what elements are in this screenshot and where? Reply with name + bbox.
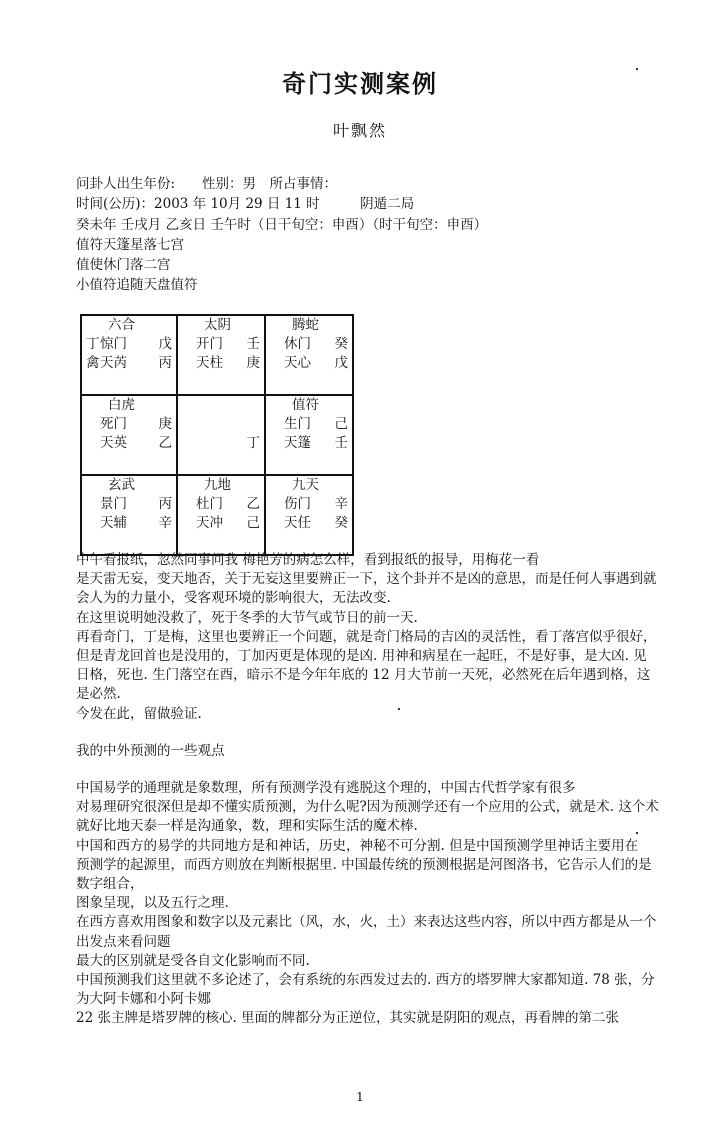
palace-deity: 玄武	[108, 477, 135, 493]
palace-stem-right: 癸	[334, 336, 348, 352]
paragraph: 22 张主牌是塔罗牌的核心. 里面的牌都分为正逆位，其实就是阴阳的观点，再看牌的第二张	[76, 1010, 620, 1027]
palace-cell	[81, 395, 177, 475]
palace-cell	[177, 395, 265, 475]
palace-deity: 值符	[292, 397, 319, 413]
paragraph: 中午看报纸，忽然同事问我 梅艳芳的病怎么样，看到报纸的报导，用梅花一看	[76, 552, 540, 568]
palace-stem-right: 辛	[334, 496, 348, 512]
palace-content	[178, 396, 264, 474]
palace-star: 天心	[284, 355, 311, 371]
palace-star: 天芮	[100, 355, 127, 371]
palace-star-row	[82, 434, 176, 453]
palace-deity: 腾蛇	[292, 317, 319, 333]
palace-content	[178, 316, 264, 394]
palace-stem-lower: 戊	[334, 355, 348, 371]
paragraph: 中国预测我们这里就不多论述了，会有系统的东西发过去的. 西方的塔罗牌大家都知道. 78 张，分为大阿卡娜和小阿卡娜	[76, 972, 655, 1008]
palace-stem-lower: 丙	[158, 355, 172, 371]
palace-star-row	[178, 514, 264, 533]
palace-star: 天篷	[284, 435, 311, 451]
qimen-palace-grid	[80, 314, 354, 556]
palace-row	[81, 475, 353, 555]
paragraph: 中国和西方的易学的共同地方是和神话，历史，神秘不可分割. 但是中国预测学里神话主要用在	[76, 837, 639, 854]
paragraph: 预测学的起源里，而西方则放在判断根据里. 中国最传统的预测根据是河图洛书，它告示人们的是数字组合，	[76, 856, 652, 893]
palace-cell	[265, 315, 353, 395]
palace-star-row	[266, 434, 352, 453]
palace-content	[82, 316, 176, 394]
page-number: 1	[356, 1090, 364, 1104]
author-name: 叶飘然	[332, 121, 387, 140]
palace-gate-row	[82, 495, 176, 514]
palace-content	[178, 476, 264, 554]
palace-stem-lower: 庚	[246, 355, 260, 371]
palace-cell	[177, 315, 265, 395]
paragraph: 对易理研究很深但是却不懂实质预测，为什么呢?因为预测学还有一个应用的公式，就是术. 这个术就好比地天泰一样是沟通象，数，理和实际生活的魔术棒.	[76, 799, 659, 835]
palace-cell	[177, 475, 265, 555]
palace-star: 天辅	[100, 515, 127, 531]
header-line: 问卦人出生年份: 性别：男 所占事情：	[76, 176, 338, 192]
spacer	[76, 761, 660, 779]
palace-cell	[81, 315, 177, 395]
palace-stem-lower: 癸	[334, 515, 348, 531]
palace-content	[266, 316, 352, 394]
palace-deity: 九地	[204, 477, 231, 493]
palace-stem-right: 壬	[246, 336, 260, 352]
paragraph: 图象呈现，以及五行之理.	[76, 895, 229, 912]
palace-gate-row	[178, 415, 264, 434]
palace-gate: 杜门	[196, 496, 223, 512]
section-heading: 我的中外预测的一些观点	[76, 742, 225, 759]
palace-cell	[265, 395, 353, 475]
palace-stem-right: 庚	[158, 416, 172, 432]
paragraph: 是天雷无妄，变天地否，关于无妄这里要辨正一下，这个卦并不是凶的意思，而是任何人事遇到就会人为的力量小，受客观环境的影响很大，无法改变.	[76, 571, 657, 607]
palace-stem-right: 己	[334, 416, 348, 432]
palace-deity: 九天	[292, 477, 319, 493]
palace-gate-row	[178, 495, 264, 514]
palace-star: 天任	[284, 515, 311, 531]
scan-speck	[636, 832, 638, 834]
palace-row	[81, 395, 353, 475]
document-title: 奇门实测案例	[282, 69, 438, 98]
spacer	[76, 724, 660, 742]
palace-star-row	[82, 514, 176, 533]
palace-earth-left: 丁	[86, 336, 100, 352]
palace-stem-lower: 己	[246, 515, 260, 531]
palace-gate: 死门	[100, 416, 127, 432]
palace-gate: 生门	[284, 416, 311, 432]
palace-deity: 六合	[108, 317, 135, 333]
palace-cell	[81, 475, 177, 555]
palace-stem-right: 戊	[158, 336, 172, 352]
palace-gate: 伤门	[284, 496, 311, 512]
palace-star-row	[266, 354, 352, 373]
palace-gate-row	[266, 495, 352, 514]
palace-star-row	[178, 354, 264, 373]
chart-header-info	[76, 174, 676, 296]
palace-gate: 开门	[196, 336, 223, 352]
palace-gate: 休门	[284, 336, 311, 352]
paragraph: 今发在此，留做验证.	[76, 705, 202, 722]
palace-gate	[178, 416, 196, 432]
palace-star: 天柱	[196, 355, 223, 371]
palace-star-row	[82, 354, 176, 373]
header-line: 时间(公历)：2003 年 10月 29 日 11 时 阴遁二局	[76, 196, 415, 213]
palace-content	[266, 476, 352, 554]
palace-cell	[265, 475, 353, 555]
palace-gate: 惊门	[100, 336, 127, 352]
palace-stem-lower: 丁	[246, 435, 260, 451]
palace-content	[82, 476, 176, 554]
palace-star: 天冲	[196, 515, 223, 531]
scan-speck	[636, 68, 638, 70]
palace-content	[82, 396, 176, 474]
palace-deity	[178, 396, 264, 415]
header-line: 癸未年 壬戌月 乙亥日 壬午时（日干旬空：申酉）（时干旬空：申酉）	[76, 216, 488, 233]
palace-gate: 景门	[100, 496, 127, 512]
header-line: 小值符追随天盘值符	[76, 277, 198, 294]
paragraph: 在这里说明她没救了，死于冬季的大节气或节日的前一天.	[76, 609, 418, 626]
palace-stem-lower: 壬	[334, 435, 348, 451]
paragraph: 中国易学的通理就是象数理，所有预测学没有逃脱这个理的，中国古代哲学家有很多	[76, 780, 576, 797]
palace-star-row	[178, 434, 264, 453]
palace-deity: 太阴	[204, 317, 231, 333]
palace-star	[178, 435, 196, 451]
paragraph: 最大的区别就是受各自文化影响而不同.	[76, 952, 310, 969]
paragraph: 再看奇门，丁是梅，这里也要辨正一个问题，就是奇门格局的吉凶的灵活性，看丁落宫似乎很好，但是青龙回首也是没用的，丁加丙更是体现的是凶. 用神和病星在一起旺，不是好事，是大凶. 见日格，死也. 生门落空在酉，暗示不是今年年底的 12 月大节前一天死，必然死在后年遇到格，这是必然.	[76, 628, 657, 703]
article-body	[76, 551, 660, 1029]
palace-row	[81, 315, 353, 395]
palace-gate-row	[82, 335, 176, 354]
palace-star-left: 禽	[86, 355, 100, 371]
palace-star-row	[266, 514, 352, 533]
palace-gate-row	[82, 415, 176, 434]
palace-content	[266, 396, 352, 474]
header-line: 值符天篷星落七宫	[76, 236, 184, 253]
palace-gate-row	[266, 335, 352, 354]
palace-gate-row	[266, 415, 352, 434]
palace-stem-lower: 辛	[158, 515, 172, 531]
palace-deity: 白虎	[108, 397, 135, 413]
palace-stem-right: 乙	[246, 496, 260, 512]
palace-gate-row	[178, 335, 264, 354]
header-line: 值使休门落二宫	[76, 257, 171, 274]
scan-speck	[398, 708, 400, 710]
palace-star: 天英	[100, 435, 127, 451]
palace-stem-lower: 乙	[158, 435, 172, 451]
palace-stem-right: 丙	[158, 496, 172, 512]
paragraph: 在西方喜欢用图象和数字以及元素比（风，水，火，土）来表达这些内容，所以中西方都是从一个出发点来看问题	[76, 914, 657, 950]
